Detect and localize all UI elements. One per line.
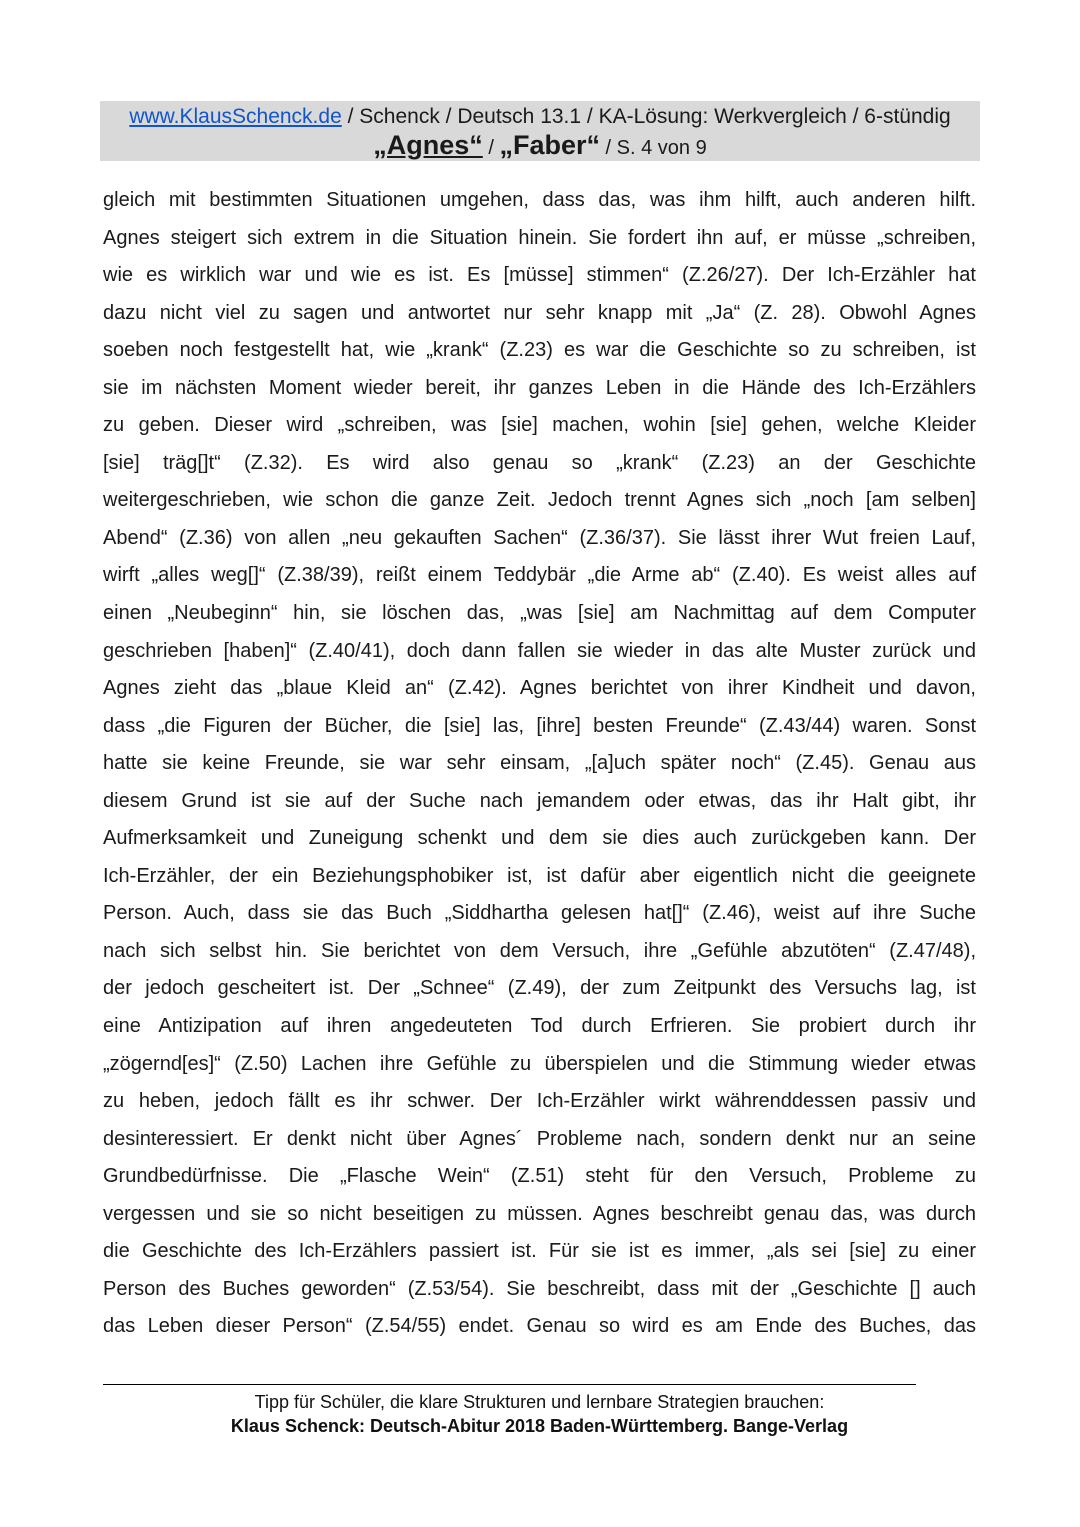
text-line: soeben noch festgestellt hat, wie „krank“ (Z.23) es war die Geschichte so zu schreiben, ist (103, 339, 976, 362)
text-line: Person des Buches geworden“ (Z.53/54). Sie beschreibt, dass mit der „Geschichte [] auch (103, 1277, 976, 1300)
text-line: Agnes zieht das „blaue Kleid an“ (Z.42). Agnes berichtet von ihrer Kindheit und davon, (103, 677, 976, 700)
title-faber: „Faber“ (499, 130, 600, 160)
header-line (100, 103, 980, 131)
title-agnes: „Agnes“ (373, 130, 483, 160)
text-line: nach sich selbst hin. Sie berichtet von dem Versuch, ihre „Gefühle abzutöten“ (Z.47/48), (103, 939, 976, 962)
text-line: die Geschichte des Ich-Erzählers passiert ist. Für sie ist es immer, „als sei [sie] zu einer (103, 1240, 976, 1263)
text-line: wirft „alles weg[]“ (Z.38/39), reißt einem Teddybär „die Arme ab“ (Z.40). Es weist alles auf (103, 564, 976, 587)
page-number: / S. 4 von 9 (600, 137, 707, 159)
text-line: Abend“ (Z.36) von allen „neu gekauften Sachen“ (Z.36/37). Sie lässt ihrer Wut freien Lauf, (103, 526, 976, 549)
header-course-info: / Schenck / Deutsch 13.1 / KA-Lösung: Werkvergleich / 6-stündig (341, 105, 951, 128)
text-line: Agnes steigert sich extrem in die Situation hinein. Sie fordert ihn auf, er müsse „schreiben, (103, 226, 976, 249)
body-text (103, 182, 976, 1346)
document-title (100, 129, 980, 166)
text-line: vergessen und sie so nicht beseitigen zu müssen. Agnes beschreibt genau das, was durch (103, 1202, 976, 1225)
text-line: [sie] träg[]t“ (Z.32). Es wird also genau so „krank“ (Z.23) an der Geschichte (103, 451, 976, 474)
text-line: desinteressiert. Er denkt nicht über Agnes´ Probleme nach, sondern denkt nur an seine (103, 1127, 976, 1150)
text-line: geschrieben [haben]“ (Z.40/41), doch dann fallen sie wieder in das alte Muster zurück und (103, 639, 976, 662)
text-line: gleich mit bestimmten Situationen umgehen, dass das, was ihm hilft, auch anderen hilft. (103, 189, 976, 211)
text-line: zu geben. Dieser wird „schreiben, was [sie] machen, wohin [sie] gehen, welche Kleider (103, 414, 976, 437)
text-line: wie es wirklich war und wie es ist. Es [müsse] stimmen“ (Z.26/27). Der Ich-Erzähler hat (103, 264, 976, 287)
footer-book-reference: Klaus Schenck: Deutsch-Abitur 2018 Baden-Württemberg. Bange-Verlag (230, 1416, 849, 1436)
text-line: hatte sie keine Freunde, sie war sehr einsam, „[a]uch später noch“ (Z.45). Genau aus (103, 752, 976, 775)
page-header (100, 101, 980, 161)
text-line: weitergeschrieben, wie schon die ganze Zeit. Jedoch trennt Agnes sich „noch [am selben] (103, 489, 976, 512)
text-line: Grundbedürfnisse. Die „Flasche Wein“ (Z.51) steht für den Versuch, Probleme zu (103, 1165, 976, 1188)
text-line: Ich-Erzähler, der ein Beziehungsphobiker ist, ist dafür aber eigentlich nicht die geeignete (103, 864, 976, 887)
text-line: zu heben, jedoch fällt es ihr schwer. Der Ich-Erzähler wirkt währenddessen passiv und (103, 1090, 976, 1113)
text-line: einen „Neubeginn“ hin, sie löschen das, „was [sie] am Nachmittag auf dem Computer (103, 602, 976, 625)
text-line: dazu nicht viel zu sagen und antwortet nur sehr knapp mit „Ja“ (Z. 28). Obwohl Agnes (103, 301, 976, 324)
text-line: Aufmerksamkeit und Zuneigung schenkt und dem sie dies auch zurückgeben kann. Der (103, 827, 976, 850)
footer-tip: Tipp für Schüler, die klare Strukturen und lernbare Strategien brauchen: (254, 1392, 825, 1412)
website-link[interactable]: www.KlausSchenck.de (129, 105, 342, 128)
text-line: Person. Auch, dass sie das Buch „Siddhartha gelesen hat[]“ (Z.46), weist auf ihre Suche (103, 902, 976, 925)
text-line: sie im nächsten Moment wieder bereit, ihr ganzes Leben in die Hände des Ich-Erzählers (103, 376, 976, 399)
footer-divider (103, 1384, 916, 1385)
text-line: „zögernd[es]“ (Z.50) Lachen ihre Gefühle zu überspielen und die Stimmung wieder etwas (103, 1052, 976, 1075)
text-line: dass „die Figuren der Bücher, die [sie] las, [ihre] besten Freunde“ (Z.43/44) waren. Sonst (103, 714, 976, 737)
text-line: das Leben dieser Person“ (Z.54/55) endet. Genau so wird es am Ende des Buches, das (103, 1315, 976, 1338)
text-line: eine Antizipation auf ihren angedeuteten Tod durch Erfrieren. Sie probiert durch ihr (103, 1015, 976, 1038)
text-line: der jedoch gescheitert ist. Der „Schnee“ (Z.49), der zum Zeitpunkt des Versuchs lag, ist (103, 977, 976, 1000)
title-separator: / (482, 137, 500, 159)
text-line: diesem Grund ist sie auf der Suche nach jemandem oder etwas, das ihr Halt gibt, ihr (103, 789, 976, 812)
